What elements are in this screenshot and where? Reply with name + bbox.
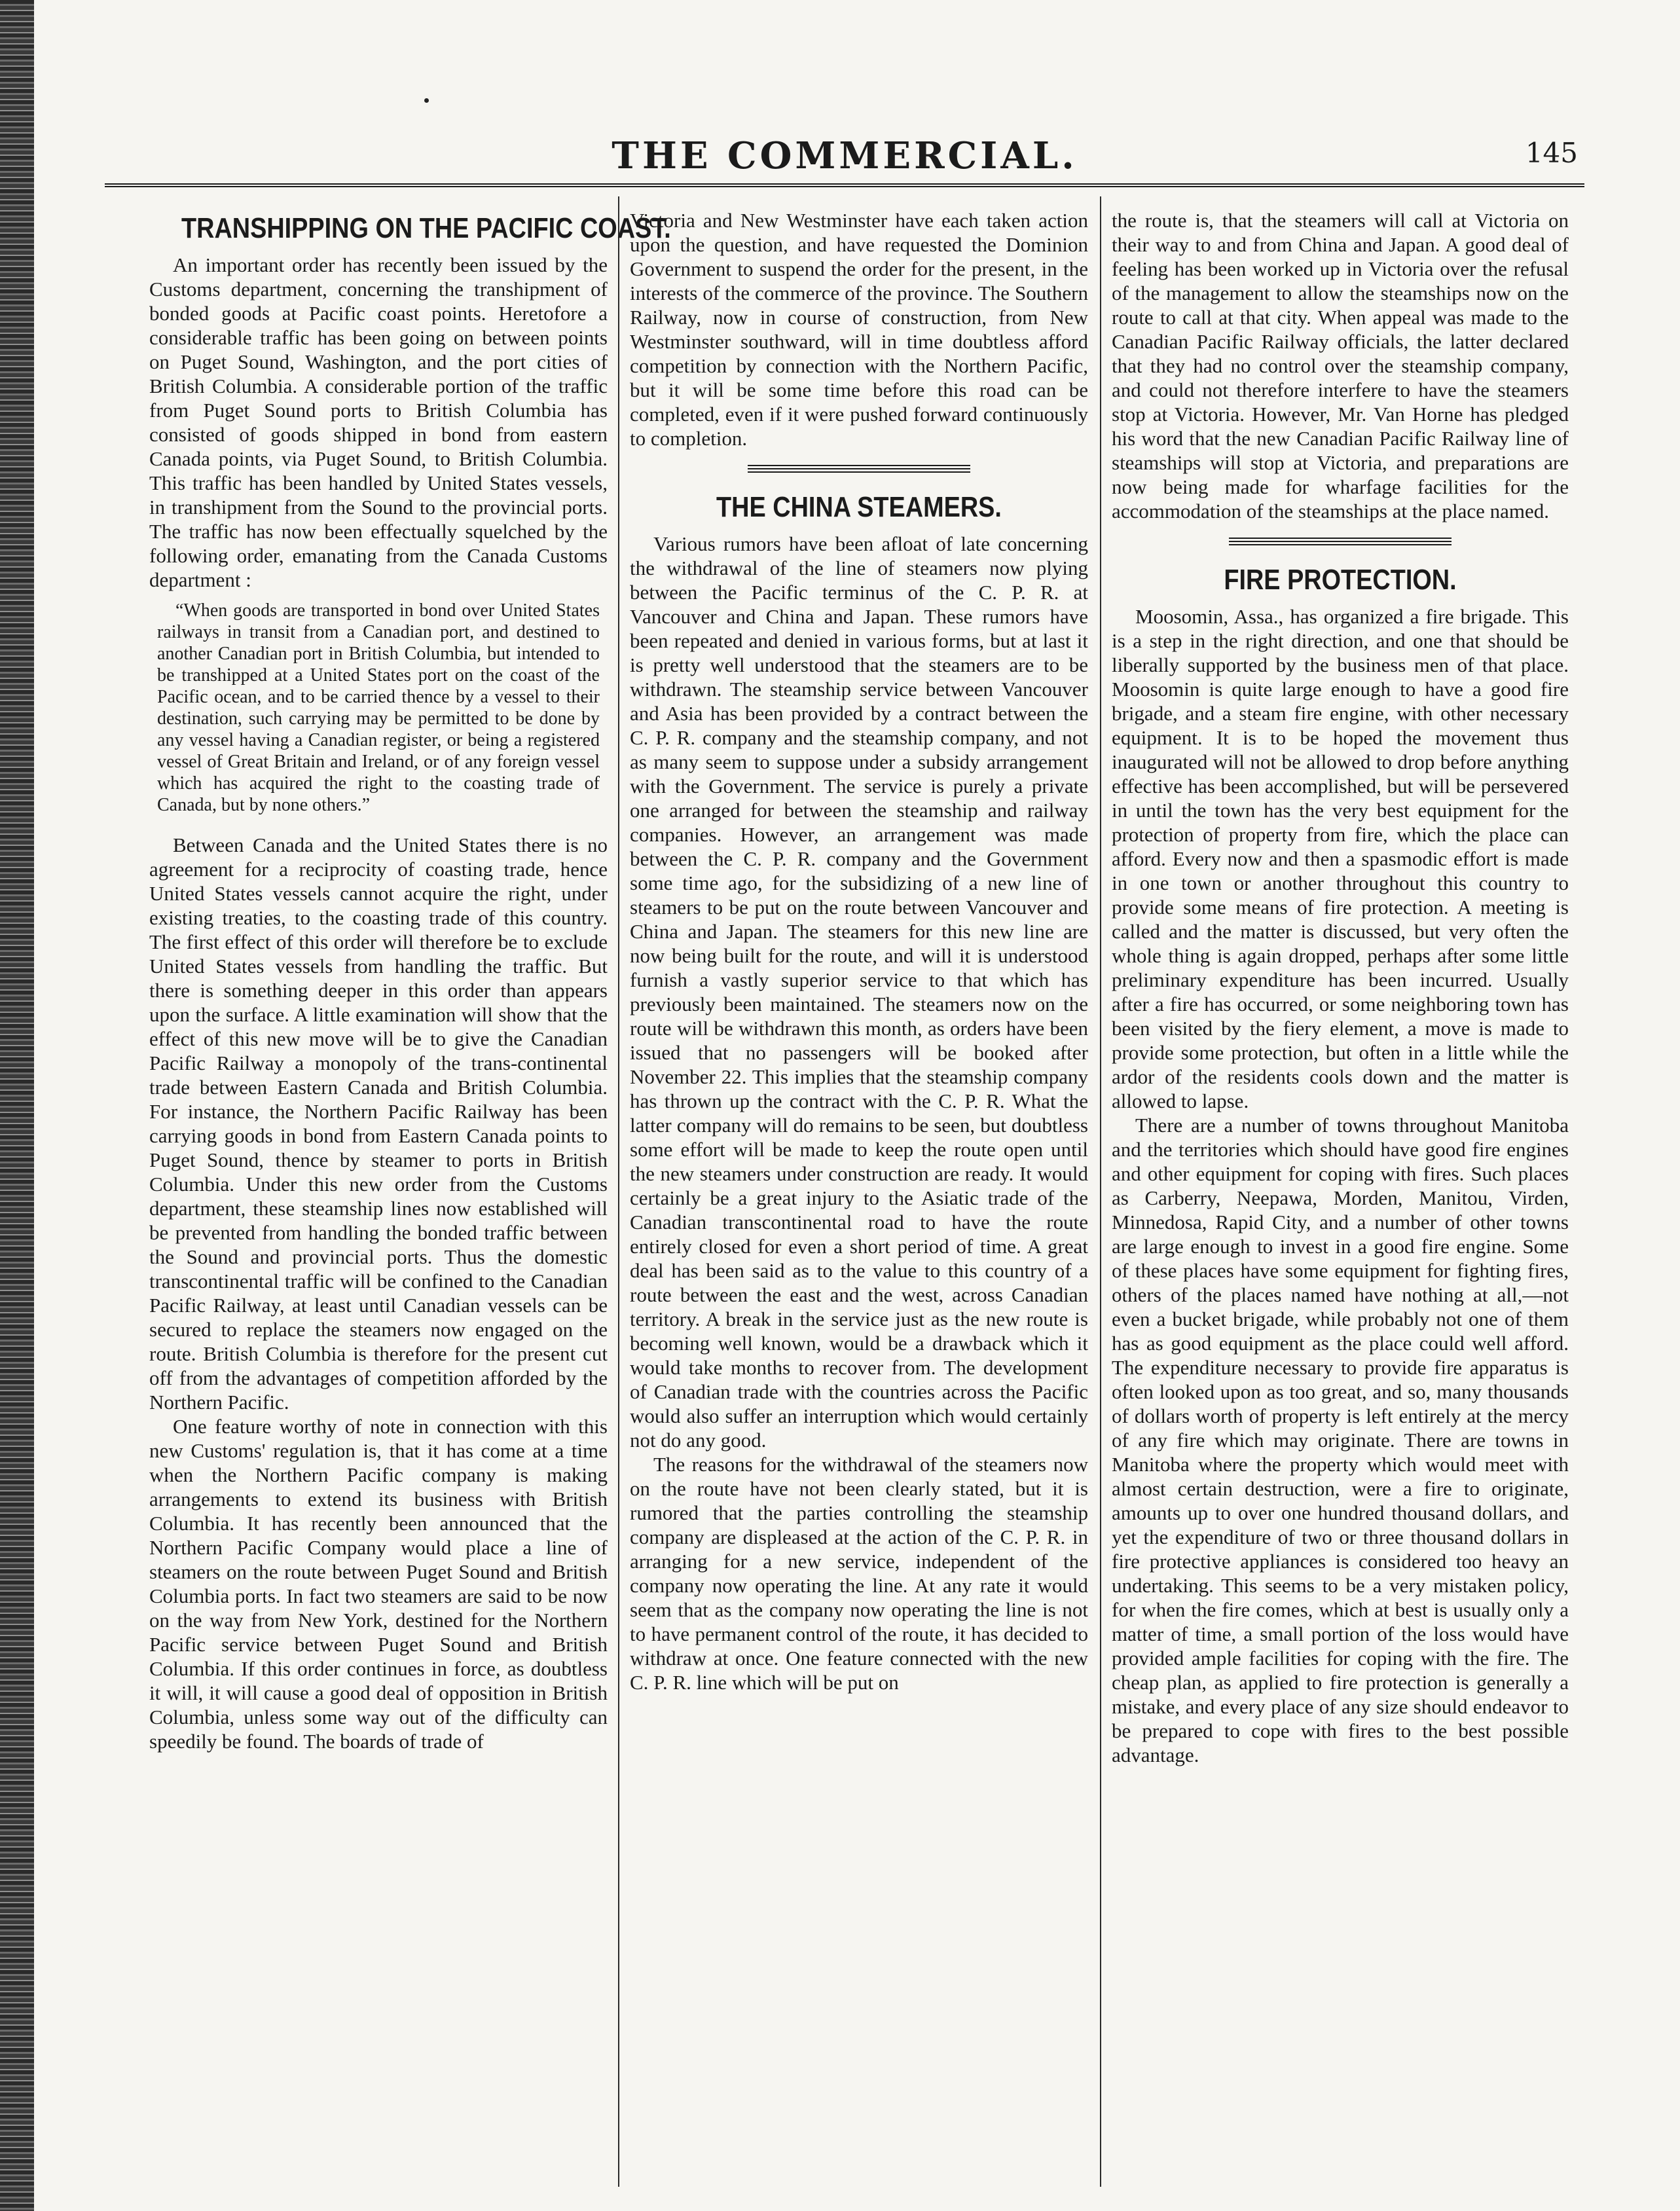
article-paragraph: There are a number of towns throughout Manitoba and the territories which should have good fire engines and other equipment for coping with fires. Such places as Carberry, Neepawa, Morden, Manitou, Virden, Minnedosa, Rapid City, and a number of other towns are large enough to invest in a good fire engine. Some of these places have some equipment for fighting fires, others of the places named have nothing at all,—not even a bucket brigade, while probably not one of them has as good equipment as the place could well afford. The expenditure necessary to provide fire apparatus is often looked upon as too great, and so, many thousands of dollars worth of property is left entirely at the mercy of any fire which may originate. There are towns in Manitoba where the property which would meet with almost certain destruction, were a fire to originate, amounts up to over one hundred thousand dollars, and yet the expenditure of two or three thousand dollars in fire protective appliances is considered too heavy an undertaking. This seems to be a very mistaken policy, for when the fire comes, which at best is usually only a matter of time, a small portion of the loss would have provided ample facilities for coping with the fire. The cheap plan, as applied to fire protection is generally a mistake, and every place of any size should endeavor to be prepared to cope with fires to the best possible advantage. (1112, 1114, 1569, 1766)
article-paragraph: The reasons for the withdrawal of the steamers now on the route have not been clearly stated, but it is rumored that the parties controlling the steamship company are displeased at the action of the C. P. R. in arranging for a new service, independent of the company now operating the line. At any rate it would seem that as the company now operating the line is not to have permanent control of the route, it has decided to withdraw at once. One feature connected with the new C. P. R. line which will be put on (630, 1453, 1088, 1694)
article-separator (748, 465, 970, 473)
article-separator (1229, 538, 1452, 545)
article-paragraph: Between Canada and the United States there is no agreement for a reciprocity of coasting trade, hence United States vessels cannot acquire the right, under existing treaties, to the coasting trade of this country. The first effect of this order will therefore be to exclude United States vessels from handling the traffic. But there is something deeper in this order than appears upon the surface. A little examination will show that the effect of this new move will be to give the Canadian Pacific Railway a monopoly of the trans-continental trade between Eastern Canada and British Columbia. For instance, the Northern Pacific Railway has been carrying goods in bond from Eastern Canada points to Puget Sound, thence by steamer to ports in British Columbia. Under this new order from the Customs department, these steamship lines now established will be prevented from handling the bonded traffic between the Sound and provincial ports. Thus the domestic transcontinental traffic will be confined to the Canadian Pacific Railway, at least until Canadian vessels can be secured to replace the steamers now engaged on the route. British Columbia is therefore for the present cut off from the advantages of competition afforded by the Northern Pacific. (149, 833, 608, 1414)
article-paragraph: Various rumors have been afloat of late concerning the withdrawal of the line of steamers now plying between the Pacific terminus of the C. P. R. at Vancouver and China and Japan. These rumors have been repeated and denied in various forms, but at last it is pretty well understood that the steamers are to be withdrawn. The steamship service between Vancouver and Asia has been provided by a contract between the C. P. R. company and the steamship company, and not as many seem to suppose under a subsidy arrangement with the Government. The service is purely a private one arranged for between the steamship and railway companies. However, an arrangement was made between the C. P. R. company and the Government some time ago, for the subsidizing of a new line of steamers to be put on the route between Vancouver and China and Japan. The steamers for this new line are now being built for the route, and will it is understood furnish a vastly superior service to that which has previously been maintained. The steamers now on the route will be withdrawn this month, as orders have been issued that no passengers will be booked after November 22. This implies that the steamship company has thrown up the contract with the C. P. R. What the latter company will do remains to be seen, but doubtless some effort will be made to keep the route open until the new steamers under construction are ready. It would certainly be a great injury to the Asiatic trade of the Canadian transcontinental road to have the route entirely closed for even a short period of time. A great deal has been said as to the value to this country of a route between the east and the west, across Canadian territory. A break in the service just as the new route is becoming well known, would be a drawback which it would take months to recover from. The development of Canadian trade with the countries across the Pacific would also suffer an interruption which would certainly not do any good. (630, 532, 1088, 1452)
column-3 (1112, 208, 1569, 2199)
column-divider (1100, 196, 1101, 2187)
page-header (105, 128, 1584, 177)
column-1 (149, 208, 671, 2199)
masthead-title: THE COMMERCIAL. (612, 134, 1078, 177)
article-paragraph: An important order has recently been issued by the Customs department, concerning the transhipment of bonded goods at Pacific coast points. Heretofore a considerable traffic has been going on between points on Puget Sound, Washington, and the port cities of British Columbia. A considerable portion of the traffic from Puget Sound ports to British Columbia has consisted of goods shipped in bond from eastern Canada points, via Puget Sound, to British Columbia. This traffic has been handled by United States vessels, in transhipment from the Sound to the provincial ports. The traffic has now been effectually squelched by the following order, emanating from the Canada Customs department : (149, 253, 608, 591)
ink-speck (424, 98, 429, 103)
article-paragraph-continued: Victoria and New Westminster have each taken action upon the question, and have requested the Dominion Government to suspend the order for the present, in the interests of the commerce of the province. The Southern Railway, now in course of construction, from New Westminster southward, will in time doubtless afford competition by connection with the Northern Pacific, but it will be some time before this road can be completed, even if it were pushed forward continuously to completion. (630, 209, 1088, 450)
page-number: 145 (1525, 137, 1578, 169)
column-divider (618, 196, 619, 2187)
customs-order-quote: “When goods are transported in bond over United States railways in transit from a Canadian port, and destined to another Canadian port in British Columbia, but intended to be transhipped at a United States port on the coast of the Pacific ocean, and to be carried thence by a vessel to their destination, such carrying may be permitted to be done by any vessel having a Canadian register, or being a registered vessel of Great Britain and Ireland, or of any foreign vessel which has acquired the right to the coasting trade of Canada, but by none others.” (157, 600, 600, 815)
column-2 (630, 208, 1088, 2199)
page-binding-edge (0, 0, 34, 2211)
header-rule (105, 183, 1584, 187)
article-paragraph: One feature worthy of note in connection with this new Customs' regulation is, that it has come at a time when the Northern Pacific company is making arrangements to extend its business with British Columbia. It has recently been announced that the Northern Pacific Company would place a line of steamers on the route between Puget Sound and British Columbia ports. In fact two steamers are said to be now on the way from New York, destined for the Northern Pacific service between Puget Sound and British Columbia. If this order continues in force, as doubtless it will, it will cause a good deal of opposition in British Columbia, unless some way out of the difficulty can speedily be found. The boards of trade of (149, 1415, 608, 1753)
headline-fire-protection: FIRE PROTECTION. (1224, 564, 1457, 596)
article-paragraph-continued: the route is, that the steamers will call at Victoria on their way to and from China and Japan. A good deal of feeling has been worked up in Victoria over the refusal of the management to allow the steamships now on the route to call at that city. When appeal was made to the Canadian Pacific Railway officials, the latter declared that they had no control over the steamship company, and could not therefore interfere to have the steamers stop at Victoria. However, Mr. Van Horne has pledged his word that the new Canadian Pacific Railway line of steamships will stop at Victoria, and preparations are now being made for wharfage facilities for the accommodation of the steamships at the place named. (1112, 209, 1569, 522)
article-paragraph: Moosomin, Assa., has organized a fire brigade. This is a step in the right direction, and one that should be liberally supported by the business men of that place. Moosomin is quite large enough to have a good fire brigade, and a steam fire engine, with other necessary equipment. It is to be hoped the movement thus inaugurated will not be allowed to drop before anything effective has been accomplished, but will be persevered in until the town has the very best equipment for the protection of property from fire, which the place can afford. Every now and then a spasmodic effort is made in one town or another throughout this country to provide some means of fire protection. A meeting is called and the matter is discussed, but very often the whole thing is again dropped, perhaps after some little preliminary expenditure has been incurred. Usually after a fire has occurred, or some neighboring town has been visited by the fiery element, a move is made to provide some protection, but often in a little while the ardor of the residents cools down and the matter is allowed to lapse. (1112, 605, 1569, 1112)
headline-transhipping: TRANSHIPPING ON THE PACIFIC COAST. (181, 212, 671, 244)
headline-china-steamers: THE CHINA STEAMERS. (716, 491, 1002, 523)
